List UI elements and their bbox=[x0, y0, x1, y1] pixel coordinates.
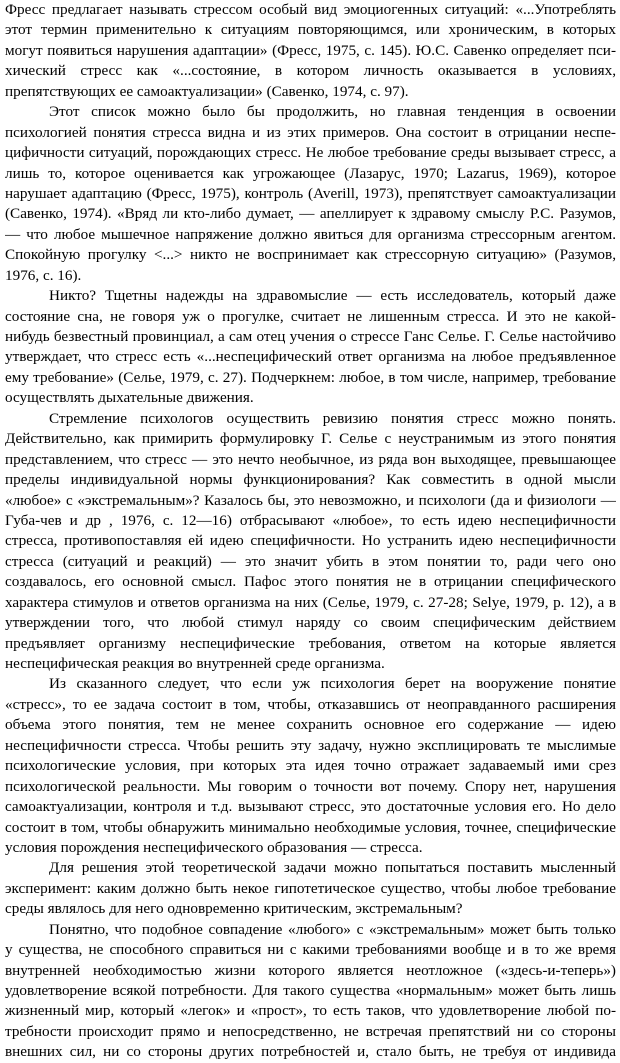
text-line: Стремление психологов осуществить ревизию понятия стресс можно понять. bbox=[49, 409, 616, 427]
text-line: Никто? Тщетны надежды на здравомыслие — есть исследователь, который даже bbox=[49, 287, 616, 305]
text-line: внешних сил, ни со стороны других потребностей и, стало быть, не требуя от индивида bbox=[5, 1043, 616, 1061]
text-line: цифичности ситуаций, порождающих стресс. Не любое требование среды вызывает стресс, а bbox=[5, 144, 616, 162]
text-line: — что любое мышечное напряжение должно явиться для организма стрессорным агентом. bbox=[5, 225, 616, 243]
text-line: самоактуализации, контроля и т.д. вызывают стресс, это достаточные условия его. Но дело bbox=[5, 798, 616, 816]
text-line: (Савенко, 1974). «Вряд ли кто-либо думает, — апеллирует к здравому смыслу Р.С. Разумов, bbox=[5, 205, 616, 223]
text-line: стресса (ситуаций и реакций) — это значит убить в этом понятии то, ради чего оно bbox=[5, 552, 616, 570]
text-line: «любое» с «экстремальным»? Казалось бы, это невозможно, и психологи (да и физиологи — bbox=[5, 491, 616, 509]
text-line: стресса, противопоставляя ей идею специфичности. Но устранить идею неспецифичности bbox=[5, 532, 616, 550]
text-line: ему требование» (Селье, 1979, с. 27). Подчеркнем: любое, в том числе, например, требование bbox=[5, 368, 616, 386]
text-line: среды являлось для него одновременно критическим, экстремальным? bbox=[5, 900, 463, 918]
text-line: психологической реальности. Мы говорим о точности вот почему. Спору нет, нарушения bbox=[5, 777, 616, 795]
text-line: хический стресс как «...состояние, в котором личность оказывается в условиях, bbox=[5, 62, 616, 80]
text-line: Из сказанного следует, что если уж психология берет на вооружение понятие bbox=[49, 675, 616, 693]
text-line: этот термин применительно к ситуациям повторяющимся, или хроническим, в которых bbox=[5, 21, 616, 39]
text-line: представлением, что стресс — это нечто необычное, из ряда вон выходящее, превышающее bbox=[5, 450, 616, 468]
text-line: жизненный мир, который «легок» и «прост», то есть таков, что удовлетворение любой по- bbox=[5, 1002, 616, 1020]
text-line: создавалось, его основной смысл. Пафос этого понятия не в отрицании специфического bbox=[5, 573, 616, 591]
text-line: «стресс», то ее задача состоит в том, чтобы, отказавшись от неоправданного расширения bbox=[5, 695, 616, 713]
text-line: характера стимулов и ответов организма на них (Селье, 1979, с. 27-28; Selye, 1979, p. 12), а в bbox=[5, 593, 616, 611]
text-line: неспецифическая реакция во внутренней среде организма. bbox=[5, 655, 385, 672]
text-line: могут появиться нарушения адаптации» (Фресс, 1975, с. 145). Ю.С. Савенко определяет пси- bbox=[5, 41, 616, 59]
text-line: условия порождения неспецифического образования — стресса. bbox=[5, 838, 423, 856]
text-line: объема этого понятия, тем не менее сохранить основное его содержание — идею bbox=[5, 716, 616, 734]
text-line: осуществлять дыхательные движения. bbox=[5, 389, 254, 407]
text-line: требности происходит прямо и непосредственно, не встречая препятствий ни со стороны bbox=[5, 1022, 616, 1040]
text-line: удовлетворение всякой потребности. Для такого существа «нормальным» может быть лишь bbox=[5, 982, 616, 999]
text-line: психологией понятия стресса видна и из этих примеров. Она состоит в отрицании неспе- bbox=[5, 123, 616, 141]
text-line: предъявляет организму неспецифические требования, ответом на которые является bbox=[5, 634, 616, 652]
text-line: Этот список можно было бы продолжить, но главная тенденция в освоении bbox=[49, 103, 616, 121]
text-line: состояние сна, не говоря уж о прогулке, считает не лишенным стресса. И это не какой- bbox=[5, 307, 616, 325]
text-line: Фресс предлагает называть стрессом особый вид эмоциогенных ситуаций: «...Употреблять bbox=[5, 1, 616, 18]
text-line: пределы индивидуальной нормы функционирования? Как совместить в одной мысли bbox=[5, 471, 616, 489]
text-line: препятствующих ее самоактуализации» (Савенко, 1974, с. 97). bbox=[5, 82, 409, 100]
text-line: неспецифичности стресса. Чтобы решить эту задачу, нужно эксплицировать те мыслимые bbox=[5, 736, 616, 754]
text-line: Для решения этой теоретической задачи можно попытаться поставить мысленный bbox=[49, 859, 616, 877]
text-line: Губа-чев и др , 1976, с. 12—16) отбрасывают «любое», то есть идею неспецифичности bbox=[5, 511, 616, 529]
text-line: лишь то, которое оценивается как угрожающее (Лазарус, 1970; Lazarus, 1969), которое bbox=[5, 164, 616, 182]
text-line: у существа, не способного справиться ни с какими требованиями вообще и в то же время bbox=[5, 941, 616, 959]
text-line: нибудь безвестный провинциал, а сам отец учения о стрессе Ганс Селье. Г. Селье настойчиво bbox=[5, 328, 616, 345]
text-line: Действительно, как примирить формулировку Г. Селье с неустранимым из этого понятия bbox=[5, 430, 616, 448]
text-line: 1976, с. 16). bbox=[5, 266, 82, 284]
text-line: Понятно, что подобное совпадение «любого» с «экстремальным» может быть только bbox=[49, 920, 616, 938]
text-line: утверждении того, что любой стимул наряду со своим специфическим действием bbox=[5, 614, 616, 632]
text-line: состоит в том, чтобы обнаружить минимально необходимые условия, точнее, специфические bbox=[5, 818, 616, 836]
text-line: утверждает, что стресс есть «...неспецифический ответ организма на любое предъявленное bbox=[5, 348, 616, 366]
text-line: Спокойную прогулку <...> никто не воспринимает как стрессорную ситуацию» (Разумов, bbox=[5, 246, 616, 264]
text-line: внутренней необходимостью жизни которого является неотложное («здесь-и-теперь») bbox=[5, 961, 616, 979]
text-line: психологические условия, при которых эта идея точно отражает задаваемый ими срез bbox=[5, 757, 616, 775]
text-line: эксперимент: каким должно быть некое гипотетическое существо, чтобы любое требование bbox=[5, 879, 616, 897]
text-line: нарушает адаптацию (Фресс, 1975), контроль (Averill, 1973), препятствует самоактуализации bbox=[5, 184, 616, 202]
